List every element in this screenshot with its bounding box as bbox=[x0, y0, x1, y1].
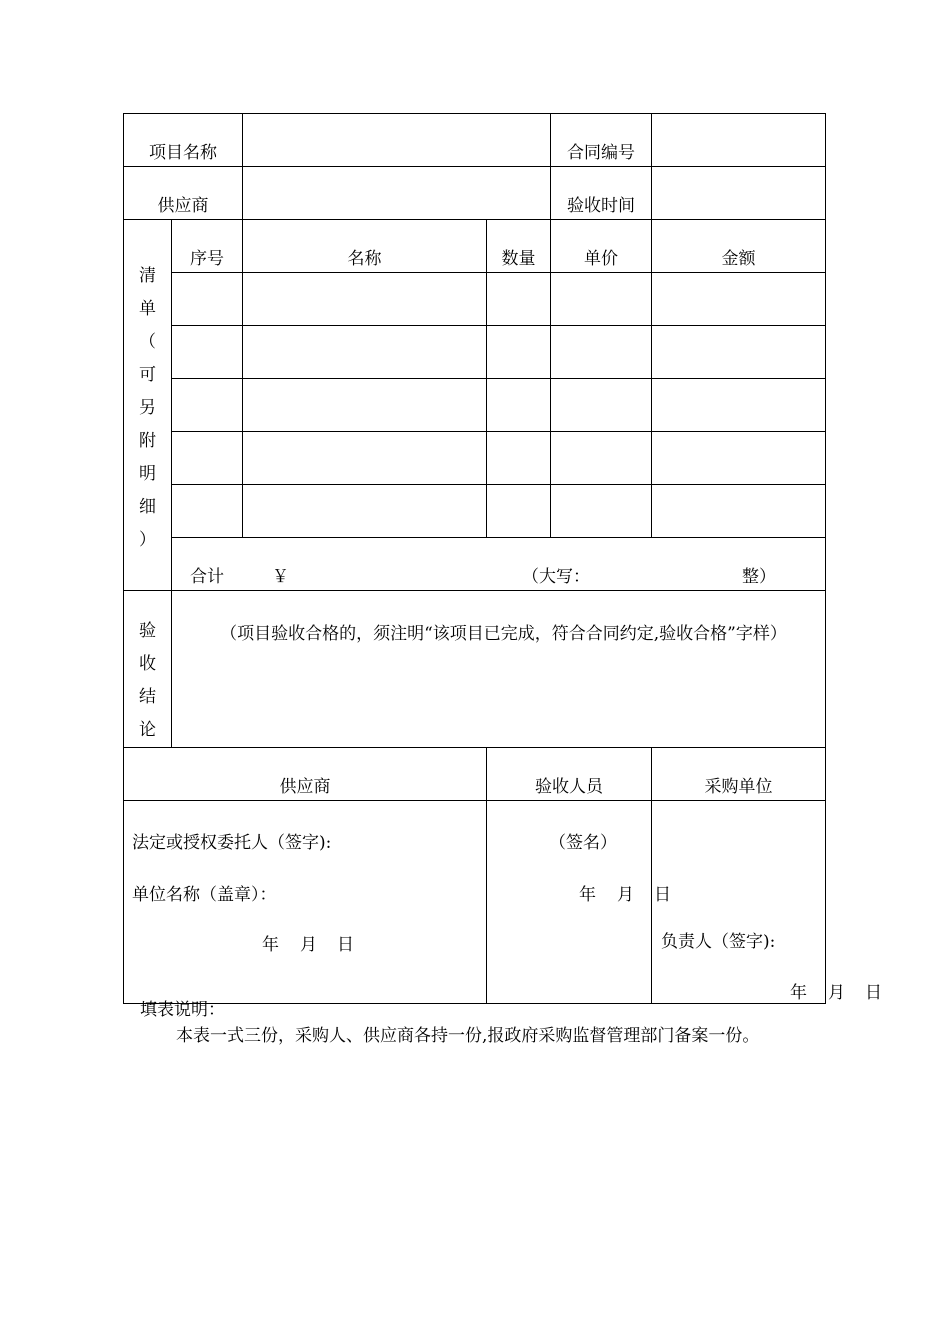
date-year: 年 bbox=[790, 983, 807, 1003]
table-row bbox=[124, 273, 826, 326]
seq-cell[interactable] bbox=[172, 273, 243, 326]
amount-cell[interactable] bbox=[652, 326, 826, 379]
supplier-header: 供应商 bbox=[124, 748, 487, 801]
legal-rep-label: 法定或授权委托人（签字): bbox=[132, 833, 332, 853]
qty-cell[interactable] bbox=[487, 485, 551, 538]
col-header-qty: 数量 bbox=[487, 220, 551, 273]
date-year: 年 bbox=[579, 885, 596, 905]
conclusion-side-label bbox=[124, 591, 172, 748]
qty-cell[interactable] bbox=[487, 432, 551, 485]
purchaser-signature-cell[interactable] bbox=[652, 801, 882, 1004]
notes-text: 本表一式三份，采购人、供应商各持一份,报政府采购监督管理部门备案一份。 bbox=[176, 1026, 760, 1046]
name-cell[interactable] bbox=[243, 326, 487, 379]
conclusion-side-char: 论 bbox=[139, 720, 156, 740]
col-header-name: 名称 bbox=[243, 220, 487, 273]
list-side-char: 可 bbox=[139, 365, 156, 385]
conclusion-note[interactable]: （项目验收合格的，须注明“该项目已完成，符合合同约定,验收合格”字样） bbox=[172, 591, 826, 748]
conclusion-side-char: 结 bbox=[139, 687, 156, 707]
amount-cell[interactable] bbox=[652, 485, 826, 538]
signature-header-row bbox=[124, 748, 826, 801]
supplier-row bbox=[124, 167, 826, 220]
supplier-label: 供应商 bbox=[124, 167, 243, 220]
list-side-char: 明 bbox=[139, 464, 156, 484]
price-cell[interactable] bbox=[551, 485, 652, 538]
conclusion-row bbox=[124, 591, 826, 748]
signature-row bbox=[124, 801, 826, 1004]
notes-title: 填表说明： bbox=[140, 1000, 225, 1020]
total-label: 合计 bbox=[190, 567, 224, 587]
name-cell[interactable] bbox=[243, 273, 487, 326]
currency-symbol: ￥ bbox=[272, 567, 289, 587]
qty-cell[interactable] bbox=[487, 273, 551, 326]
uppercase-label: （大写： bbox=[522, 567, 590, 587]
acceptance-time-field[interactable] bbox=[652, 167, 826, 220]
amount-cell[interactable] bbox=[652, 432, 826, 485]
amount-cell[interactable] bbox=[652, 273, 826, 326]
list-side-char: ） bbox=[139, 530, 156, 550]
date-day: 日 bbox=[337, 935, 354, 955]
qty-cell[interactable] bbox=[487, 326, 551, 379]
table-row bbox=[124, 432, 826, 485]
conclusion-side-char: 收 bbox=[139, 654, 156, 674]
form-notes bbox=[140, 997, 759, 1049]
list-side-char: 单 bbox=[139, 299, 156, 319]
list-side-char: 另 bbox=[139, 398, 156, 418]
seq-cell[interactable] bbox=[172, 326, 243, 379]
project-name-label: 项目名称 bbox=[124, 114, 243, 167]
amount-cell[interactable] bbox=[652, 379, 826, 432]
inspector-header: 验收人员 bbox=[487, 748, 652, 801]
date-month: 月 bbox=[617, 885, 634, 905]
contract-no-label: 合同编号 bbox=[551, 114, 652, 167]
unit-name-label: 单位名称（盖章）： bbox=[132, 885, 277, 905]
supplier-signature-cell[interactable] bbox=[124, 801, 487, 1004]
supplier-field[interactable] bbox=[243, 167, 551, 220]
total-cell[interactable] bbox=[172, 538, 826, 591]
list-side-char: 细 bbox=[139, 497, 156, 517]
inspector-sign-label: （签名） bbox=[549, 833, 617, 853]
inspector-signature-cell[interactable] bbox=[487, 801, 671, 1004]
date-day: 日 bbox=[654, 885, 671, 905]
date-year: 年 bbox=[262, 935, 279, 955]
table-row bbox=[124, 379, 826, 432]
list-side-char: 附 bbox=[139, 431, 156, 451]
list-header-row bbox=[124, 220, 826, 273]
conclusion-side-char: 验 bbox=[139, 621, 156, 641]
name-cell[interactable] bbox=[243, 485, 487, 538]
acceptance-time-label: 验收时间 bbox=[551, 167, 652, 220]
name-cell[interactable] bbox=[243, 379, 487, 432]
date-month: 月 bbox=[300, 935, 317, 955]
list-side-char: 清 bbox=[139, 266, 156, 286]
price-cell[interactable] bbox=[551, 379, 652, 432]
project-row bbox=[124, 114, 826, 167]
table-row bbox=[124, 485, 826, 538]
list-side-label bbox=[124, 220, 172, 591]
table-row bbox=[124, 326, 826, 379]
list-side-char: （ bbox=[139, 332, 156, 352]
seq-cell[interactable] bbox=[172, 485, 243, 538]
col-header-amount: 金额 bbox=[652, 220, 826, 273]
col-header-seq: 序号 bbox=[172, 220, 243, 273]
purchaser-header: 采购单位 bbox=[652, 748, 826, 801]
date-month: 月 bbox=[828, 983, 845, 1003]
qty-cell[interactable] bbox=[487, 379, 551, 432]
date-day: 日 bbox=[865, 983, 882, 1003]
total-row bbox=[124, 538, 826, 591]
contract-no-field[interactable] bbox=[652, 114, 826, 167]
seq-cell[interactable] bbox=[172, 379, 243, 432]
price-cell[interactable] bbox=[551, 273, 652, 326]
price-cell[interactable] bbox=[551, 432, 652, 485]
seq-cell[interactable] bbox=[172, 432, 243, 485]
col-header-price: 单价 bbox=[551, 220, 652, 273]
project-name-field[interactable] bbox=[243, 114, 551, 167]
name-cell[interactable] bbox=[243, 432, 487, 485]
uppercase-suffix: 整） bbox=[742, 567, 776, 587]
price-cell[interactable] bbox=[551, 326, 652, 379]
responsible-label: 负责人（签字): bbox=[661, 932, 776, 952]
acceptance-form-table bbox=[123, 113, 882, 1004]
